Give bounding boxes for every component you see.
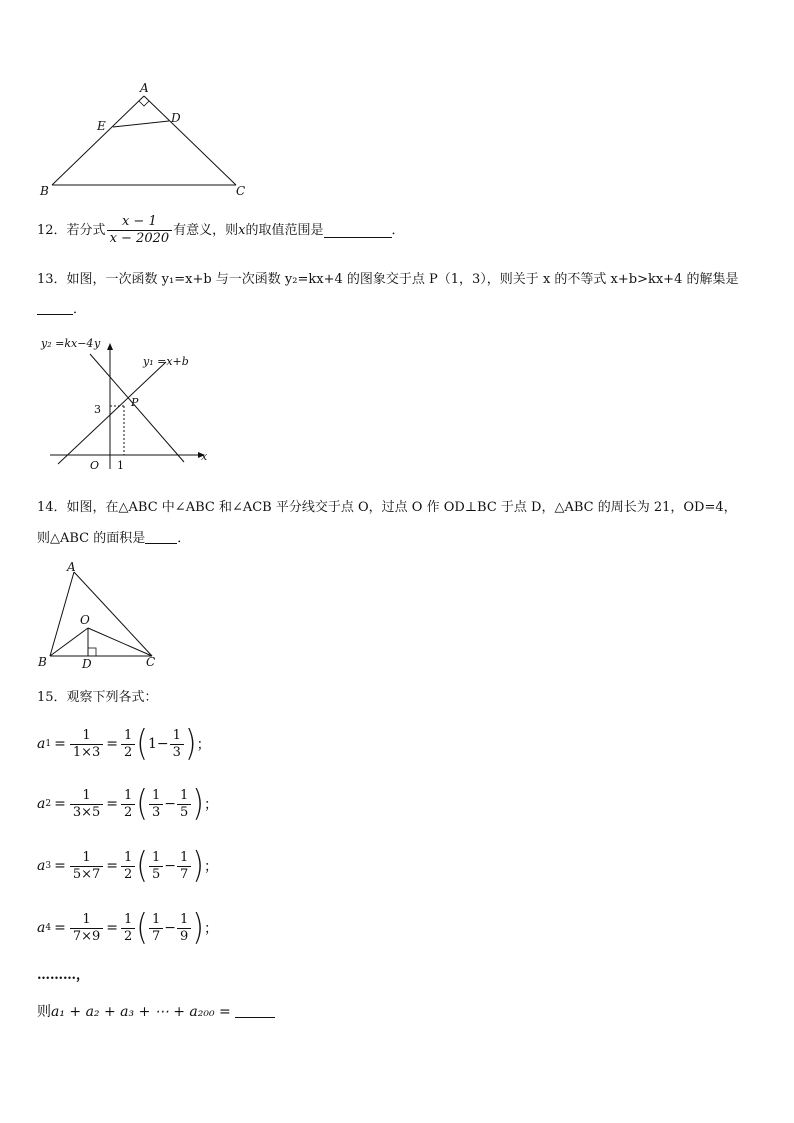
q15-row1-h2: 2: [124, 744, 133, 760]
q15-row4-f: 1: [177, 912, 191, 929]
q12-end: ．: [391, 222, 405, 238]
q15-final-pre: 则: [37, 1004, 51, 1020]
q15-row4-index: 4: [45, 923, 52, 933]
q15-row3-h: 1: [121, 850, 135, 867]
y2-label: y₂ =kx−4: [41, 337, 94, 350]
q15-row3-frac-b: [177, 850, 191, 883]
q12-numerator: x − 1: [107, 214, 173, 231]
q15-row2-frac: [70, 788, 103, 821]
fig3-label-D: D: [82, 657, 92, 670]
q15-row1-a: a: [37, 736, 46, 752]
q15-row1-frac2: [170, 728, 184, 761]
q15-row3-g: 7: [180, 866, 189, 882]
y-axis-label: y: [94, 337, 101, 350]
q15-row4-n: 1: [70, 912, 103, 929]
x-axis-label: x: [201, 450, 208, 463]
q13-answer-blank[interactable]: [37, 300, 73, 315]
q13-end: ．: [73, 302, 87, 317]
triangle-ade-figure: [36, 78, 256, 198]
q15-row1-f: 1: [170, 728, 184, 745]
q15-row3-frac-a: [149, 850, 163, 883]
q15-row3-half: [121, 850, 135, 883]
y-tick-3: 3: [94, 403, 101, 416]
q15-row-4: a 4 = $\frac{1}{7\times 9}$ = $\frac{1}{2}$ ( $\frac{1}{7}$ − $\frac{1}{9}$ ) ；: [37, 906, 219, 949]
q15-row2-n: 1: [70, 788, 103, 805]
q14-line2-pre: 则△ABC 的面积是: [37, 531, 146, 546]
q15-row2-a: a: [37, 796, 46, 812]
q15-row2-index: 2: [45, 799, 52, 809]
q15-row3-end: ；: [204, 859, 219, 875]
q15-final-expr: a₁ + a₂ + a₃ + ⋯ + a₂₀₀ =: [51, 1004, 231, 1020]
q15-row2-d: 3×5: [72, 804, 101, 820]
q12-answer-blank[interactable]: [324, 223, 392, 238]
q15-final: [37, 1002, 275, 1022]
q15-row1-g: 3: [172, 744, 181, 760]
q15-row1-d: 1×3: [72, 744, 101, 760]
question-15-intro: 15．观察下列各式：: [37, 690, 158, 705]
q15-dots: ………，: [37, 968, 90, 983]
q15-row4-frac-b: [177, 912, 191, 945]
q15-row2-ga: 3: [152, 804, 161, 820]
q15-row3-fa: 1: [149, 850, 163, 867]
label-D: D: [171, 111, 181, 125]
triangle-abc-figure: [36, 560, 166, 670]
q15-row4-frac: [70, 912, 103, 945]
q15-row3-d: 5×7: [72, 866, 101, 882]
q15-row1-h: 1: [121, 728, 135, 745]
q15-row2-frac-a: [149, 788, 163, 821]
q15-row3-h2: 2: [124, 866, 133, 882]
y1-label: y₁ =x+b: [143, 355, 189, 368]
q15-row-3: a 3 = $\frac{1}{5\times 7}$ = $\frac{1}{2}$ ( $\frac{1}{5}$ − $\frac{1}{7}$ ) ；: [37, 844, 219, 887]
q15-row1-end: ；: [196, 737, 211, 753]
q12-fraction: [107, 214, 173, 247]
question-14-line2: [37, 529, 190, 549]
q15-row1-frac: [70, 728, 103, 761]
q15-row3-n: 1: [70, 850, 103, 867]
q15-row4-a: a: [37, 920, 46, 936]
x-tick-1: 1: [117, 459, 124, 472]
q15-row2-frac-b: [177, 788, 191, 821]
q15-row1-n: 1: [70, 728, 103, 745]
origin-label: O: [90, 459, 100, 472]
label-A: A: [140, 81, 149, 95]
question-14-text: 14．如图，在△ABC 中∠ABC 和∠ACB 平分线交于点 O，过点 O 作 OD⊥BC 于点 D，△ABC 的周长为 21，OD=4，: [37, 500, 737, 515]
q15-row4-fa: 1: [149, 912, 163, 929]
fig3-label-O: O: [80, 613, 90, 627]
q15-row1-l: 1−: [148, 736, 169, 752]
label-C: C: [236, 184, 246, 198]
label-E: E: [97, 119, 106, 133]
question-13-text: 13．如图，一次函数 y₁=x+b 与一次函数 y₂=kx+4 的图象交于点 P（1，3），则关于 x 的不等式 x+b>kx+4 的解集是: [37, 272, 739, 287]
q12-denominator: x − 2020: [109, 231, 170, 246]
question-13-line2: [37, 300, 86, 320]
q15-row2-half: [121, 788, 135, 821]
question-12: [37, 214, 405, 247]
q15-row4-h2: 2: [124, 928, 133, 944]
q15-row2-g: 5: [180, 804, 189, 820]
fig3-label-A: A: [67, 560, 76, 574]
q15-row4-end: ；: [204, 921, 219, 937]
q15-row3-f: 1: [177, 850, 191, 867]
q12-mid: 有意义，则: [173, 222, 239, 238]
point-P-label: P: [131, 396, 139, 409]
q15-row3-frac: [70, 850, 103, 883]
fig3-label-B: B: [38, 655, 47, 669]
q15-row4-d: 7×9: [72, 928, 101, 944]
q15-row4-half: [121, 912, 135, 945]
q15-row2-h2: 2: [124, 804, 133, 820]
q12-number: 12．: [37, 222, 67, 238]
q15-row2-h: 1: [121, 788, 135, 805]
q12-var: x: [238, 222, 246, 238]
label-B: B: [40, 184, 49, 198]
q15-row4-frac-a: [149, 912, 163, 945]
q15-row1-index: 1: [45, 739, 52, 749]
q15-row3-index: 3: [45, 861, 52, 871]
q14-answer-blank[interactable]: [145, 529, 177, 544]
q15-answer-blank[interactable]: [235, 1003, 275, 1018]
function-graph-figure: [38, 334, 218, 474]
fig3-label-C: C: [146, 655, 156, 669]
q15-row2-end: ；: [204, 797, 219, 813]
q15-row-1: a 1 = $\frac{1}{1\times 3}$ = $\frac{1}{2}$ ( 1− $\frac{1}{3}$ ) ；: [37, 722, 211, 765]
q12-post: 的取值范围是: [245, 222, 324, 238]
q15-row2-fa: 1: [149, 788, 163, 805]
q15-row3-a: a: [37, 858, 46, 874]
q14-end: ．: [177, 531, 191, 546]
q15-row2-f: 1: [177, 788, 191, 805]
q15-row4-h: 1: [121, 912, 135, 929]
q12-pre: 若分式: [66, 222, 106, 238]
q15-row3-ga: 5: [152, 866, 161, 882]
q15-row-2: a 2 = $\frac{1}{3\times 5}$ = $\frac{1}{2}$ ( $\frac{1}{3}$ − $\frac{1}{5}$ ) ；: [37, 782, 219, 825]
q15-row1-half: [121, 728, 135, 761]
q15-row4-ga: 7: [152, 928, 161, 944]
q15-row4-g: 9: [180, 928, 189, 944]
